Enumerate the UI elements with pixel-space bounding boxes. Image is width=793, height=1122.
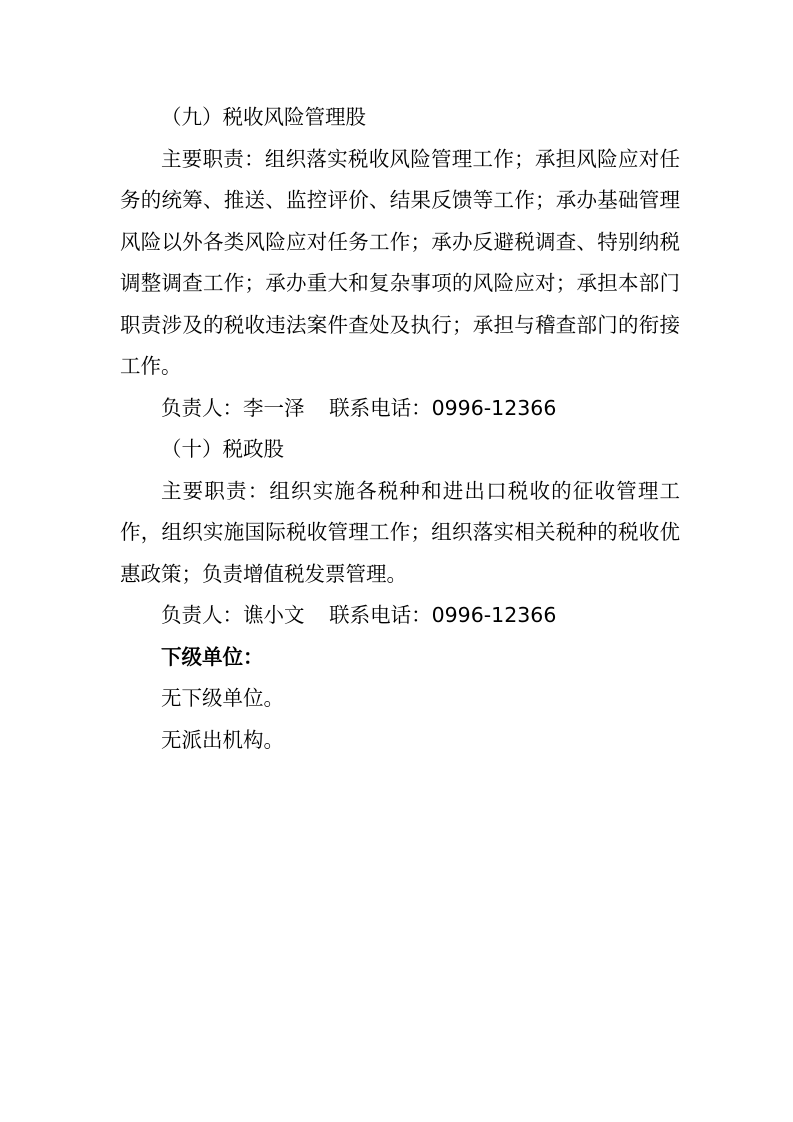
section9-contact bbox=[120, 388, 680, 430]
no-subordinate-units: 无下级单位。 bbox=[161, 686, 284, 710]
section10-responsible: 负责人：谯小文 bbox=[161, 603, 305, 627]
section9-duties: 主要职责：组织落实税收风险管理工作；承担风险应对任务的统筹、推送、监控评价、结果反馈等工作；承办基础管理风险以外各类风险应对任务工作；承办反避税调查、特别纳税调整调查工作；承办重大和复杂事项的风险应对；承担本部门职责涉及的税收违法案件查处及执行；承担与稽查部门的衔接工作。 bbox=[120, 146, 680, 378]
section9-responsible: 负责人：李一泽 bbox=[161, 395, 305, 420]
section10-duties: 主要职责：组织实施各税种和进出口税收的征收管理工作，组织实施国际税收管理工作；组织落实相关税种的税收优惠政策；负责增值税发票管理。 bbox=[120, 478, 680, 586]
no-dispatched-agencies: 无派出机构。 bbox=[161, 727, 284, 752]
section10-heading: （十）税政股 bbox=[161, 437, 284, 461]
section10-phone: 联系电话：0996-12366 bbox=[329, 603, 557, 627]
section10-contact bbox=[120, 595, 680, 637]
section9-phone: 联系电话：0996-12366 bbox=[329, 395, 557, 420]
section9-heading: （九）税收风险管理股 bbox=[161, 105, 366, 129]
subordinate-heading: 下级单位： bbox=[161, 644, 264, 669]
document-page bbox=[120, 97, 680, 761]
